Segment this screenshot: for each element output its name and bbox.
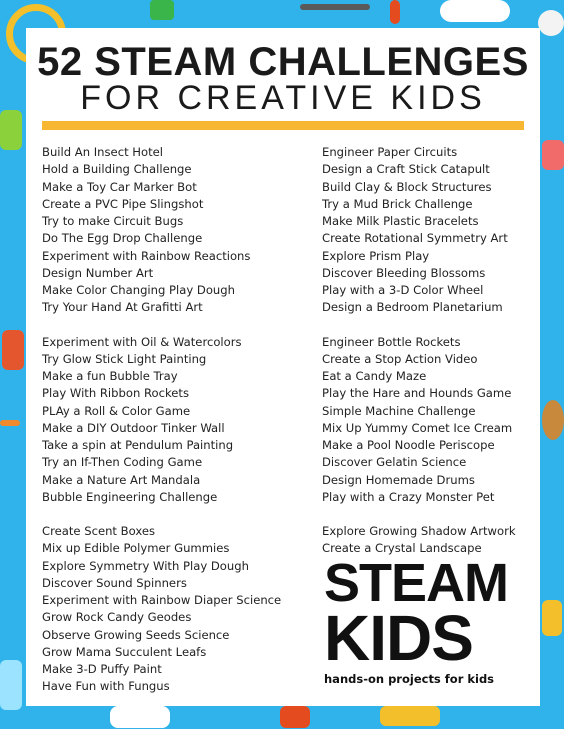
challenge-group (42, 523, 292, 696)
challenge-item: Design Homemade Drums (322, 472, 475, 487)
challenge-item: Make a Toy Car Marker Bot (42, 179, 197, 194)
right-column (322, 144, 564, 558)
pencil-decoration (390, 0, 400, 24)
challenge-item: Create Rotational Symmetry Art (322, 231, 508, 246)
block-decoration (0, 660, 22, 710)
challenge-item: Create Scent Boxes (42, 524, 156, 538)
challenge-item: Discover Sound Spinners (42, 575, 187, 590)
logo-word-steam: STEAM (324, 553, 508, 613)
challenge-item: PLAy a Roll & Color Game (42, 403, 191, 418)
challenge-item: Grow Rock Candy Geodes (42, 610, 192, 625)
challenge-item: Simple Machine Challenge (322, 403, 476, 418)
challenge-item: Design a Bedroom Planetarium (322, 300, 503, 315)
challenge-item: Make a fun Bubble Tray (42, 369, 178, 383)
cube-decoration (150, 0, 174, 20)
logo-tagline: hands-on projects for kids (324, 672, 495, 686)
challenge-item: Take a spin at Pendulum Painting (42, 438, 234, 452)
challenge-item: Make a Pool Noodle Periscope (322, 438, 495, 452)
challenge-item: Bubble Engineering Challenge (42, 489, 218, 504)
challenge-item: Play with a Crazy Monster Pet (322, 489, 495, 504)
block-decoration (280, 706, 310, 728)
pencil-decoration (300, 4, 370, 10)
challenge-item: Play the Hare and Hounds Game (322, 386, 512, 401)
challenge-item: Play With Ribbon Rockets (42, 386, 190, 401)
challenge-item: Eat a Candy Maze (322, 369, 427, 383)
left-column (42, 144, 292, 696)
challenge-item: Try Your Hand At Grafitti Art (42, 300, 203, 315)
challenge-item: Explore Growing Shadow Artwork (322, 524, 516, 538)
challenge-item: Explore Prism Play (322, 248, 430, 263)
challenge-card (26, 28, 540, 706)
page-title: 52 STEAM CHALLENGES (37, 40, 529, 84)
logo-word-kids: KIDS (324, 602, 473, 674)
block-decoration (0, 110, 22, 150)
challenge-group (322, 334, 564, 507)
challenge-group (42, 144, 292, 317)
challenge-item: Make a Nature Art Mandala (42, 472, 201, 487)
challenge-item: Observe Growing Seeds Science (42, 627, 230, 642)
challenge-item: Mix Up Yummy Comet Ice Cream (322, 420, 513, 435)
block-decoration (2, 330, 24, 370)
stick-decoration (0, 420, 20, 426)
challenge-item: Make 3-D Puffy Paint (42, 662, 162, 676)
challenge-item: Create a Crystal Landscape (322, 541, 482, 556)
steam-kids-logo (324, 553, 508, 686)
page-subtitle: FOR CREATIVE KIDS (80, 79, 486, 117)
challenge-item: Try to make Circuit Bugs (42, 214, 184, 228)
challenge-item: Try Glow Stick Light Painting (42, 351, 207, 366)
block-decoration (542, 600, 562, 636)
challenge-item: Have Fun with Fungus (42, 679, 170, 694)
challenge-item: Grow Mama Succulent Leafs (42, 644, 207, 659)
pipe-decoration (440, 0, 510, 22)
challenge-item: Create a Stop Action Video (322, 351, 478, 366)
pipe-decoration (110, 706, 170, 728)
challenge-item: Build Clay & Block Structures (322, 179, 492, 194)
accent-divider (42, 121, 524, 130)
challenge-item: Experiment with Rainbow Diaper Science (42, 593, 282, 607)
challenge-item: Mix up Edible Polymer Gummies (42, 541, 230, 556)
challenge-item: Make a DIY Outdoor Tinker Wall (42, 420, 225, 435)
challenge-item: Design Number Art (42, 265, 154, 280)
ball-decoration (538, 10, 564, 36)
challenge-item: Build An Insect Hotel (42, 145, 164, 159)
challenge-item: Experiment with Oil & Watercolors (42, 334, 242, 349)
challenge-item: Hold a Building Challenge (42, 162, 192, 177)
challenge-item: Engineer Bottle Rockets (322, 334, 461, 349)
block-decoration (380, 706, 440, 726)
challenge-item: Make Color Changing Play Dough (42, 283, 235, 297)
challenge-item: Discover Gelatin Science (322, 455, 467, 470)
challenge-group (42, 334, 292, 507)
challenge-item: Discover Bleeding Blossoms (322, 265, 486, 280)
challenge-item: Explore Symmetry With Play Dough (42, 558, 249, 573)
challenge-item: Play with a 3-D Color Wheel (322, 283, 484, 297)
challenge-item: Make Milk Plastic Bracelets (322, 214, 479, 228)
challenge-item: Try a Mud Brick Challenge (322, 196, 473, 211)
challenge-item: Design a Craft Stick Catapult (322, 162, 490, 177)
challenge-item: Create a PVC Pipe Slingshot (42, 196, 204, 211)
challenge-item: Do The Egg Drop Challenge (42, 231, 203, 246)
challenge-group (322, 144, 564, 317)
challenge-item: Experiment with Rainbow Reactions (42, 248, 251, 263)
challenge-item: Try an If-Then Coding Game (42, 455, 203, 470)
challenge-item: Engineer Paper Circuits (322, 145, 458, 159)
